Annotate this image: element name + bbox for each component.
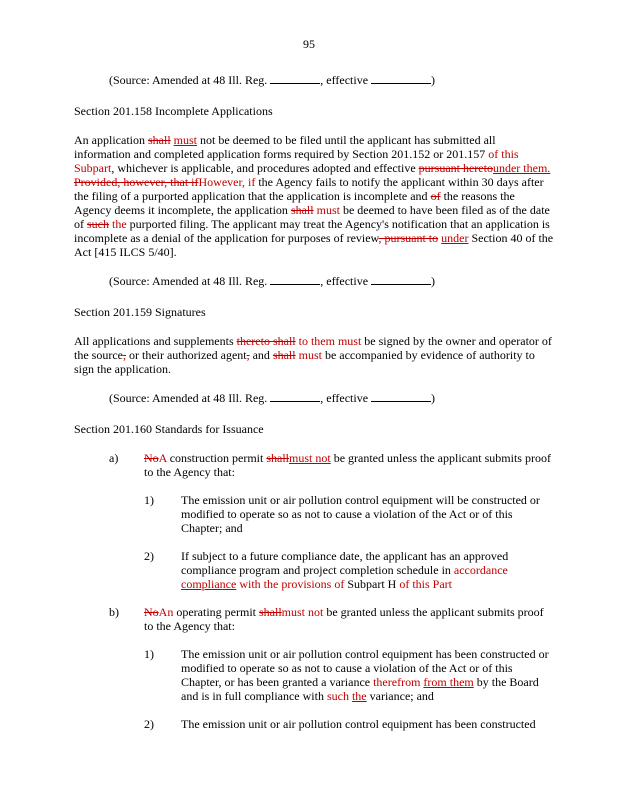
subsection-a-1: 1) The emission unit or air pollution control equipment will be constructed or modified to operate so as not to cause a violation of the Act or of this Chapter; and: [144, 493, 540, 535]
source-note: (Source: Amended at 48 Ill. Reg. , effective ): [109, 274, 436, 288]
section-201-159-text: All applications and supplements thereto shall to them must be signed by the owner and operator of the source, or their authorized agent, and shall must be accompanied by evidence of authority to sign the application.: [74, 334, 552, 376]
subsection-b-2: 2) The emission unit or air pollution control equipment has been constructed: [144, 717, 536, 731]
subsection-a: a) NoA construction permit shallmust not be granted unless the applicant submits proof to the Agency that:: [109, 451, 551, 479]
subsection-a-2: 2) If subject to a future compliance date, the applicant has an approved compliance program and project completion schedule in accordance compliance with the provisions of Subpart H of this Part: [144, 549, 509, 591]
section-heading-201-159: Section 201.159 Signatures: [74, 305, 206, 319]
subsection-b-1: 1) The emission unit or air pollution control equipment has been constructed or modified to operate so as not to cause a violation of the Act or of this Chapter, or has been granted a variance therefrom from them by the Board and is in full compliance with such the variance; and: [144, 647, 549, 703]
subsection-b: b) NoAn operating permit shallmust not be granted unless the applicant submits proof to the Agency that:: [109, 605, 544, 633]
page-number: 95: [303, 37, 315, 51]
item-label: 2): [144, 717, 154, 731]
document-body: [74, 72, 554, 745]
item-label: 1): [144, 493, 154, 507]
source-note: (Source: Amended at 48 Ill. Reg. , effective ): [109, 391, 436, 405]
source-note: (Source: Amended at 48 Ill. Reg. , effective ): [109, 73, 436, 87]
section-heading-201-160: Section 201.160 Standards for Issuance: [74, 422, 264, 436]
section-201-158-text: An application shall must not be deemed to be filed until the applicant has submitted all information and completed application forms required by Section 201.152 or 201.157 of this Subpart, whichever is applicable, and procedures adopted and effective pursuant heretounder them. Provided, however, that ifHowever, if the Agency fails to notify the applicant within 30 days after the filing of a purported application that the application is incomplete and of the reasons the Agency deems it incomplete, the application shall must be deemed to have been filed as of the date of such the purported filing. The applicant may treat the Agency's notification that an application is incomplete as a denial of the application for purposes of review, pursuant to under Section 40 of the Act [415 ILCS 5/40].: [74, 133, 554, 259]
subsection-label: a): [109, 451, 119, 465]
subsection-label: b): [109, 605, 119, 619]
section-heading-201-158: Section 201.158 Incomplete Applications: [74, 104, 273, 118]
item-label: 1): [144, 647, 154, 661]
item-label: 2): [144, 549, 154, 563]
